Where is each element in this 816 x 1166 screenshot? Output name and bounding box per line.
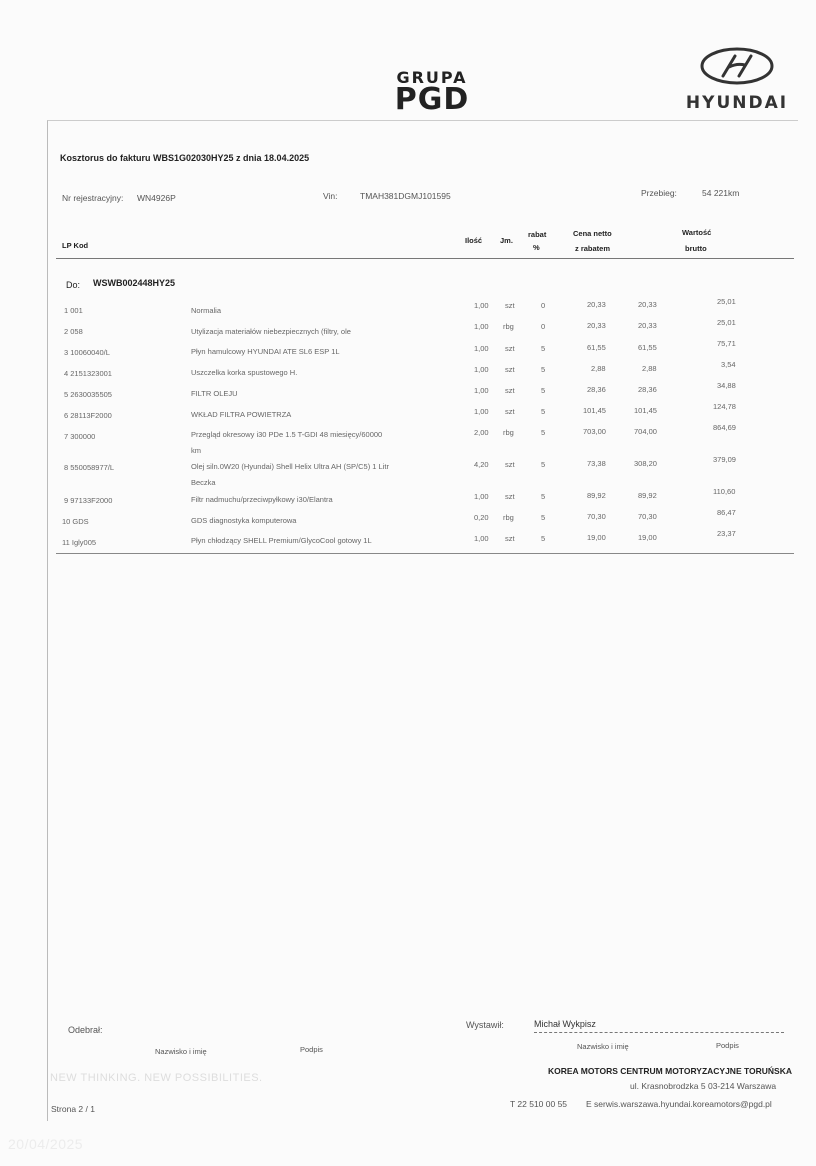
footer-company: KOREA MOTORS CENTRUM MOTORYZACYJNE TORUŃSKA [548,1066,792,1076]
row-gross: 75,71 [717,339,736,348]
row-gross: 23,37 [717,529,736,538]
document-frame [47,120,798,1121]
row-net: 28,36 [638,385,657,394]
row-qty: 1,00 [474,344,489,353]
row-net: 704,00 [634,427,657,436]
row-qty: 2,00 [474,428,489,437]
issued-name: Michał Wykpisz [534,1019,596,1029]
col-unit-header: Jm. [500,236,513,245]
col-price-sub-header: z rabatem [575,244,611,253]
row-name: WKŁAD FILTRA POWIETRZA [191,410,292,419]
row-discount: 5 [541,407,546,416]
row-gross: 86,47 [717,508,736,517]
row-net: 20,33 [638,321,657,330]
hyundai-emblem-icon [699,46,775,86]
scan-watermark: 20/04/2025 [8,1136,84,1152]
vin-value: TMAH381DGMJ101595 [360,191,451,201]
row-net: 70,30 [638,512,657,521]
row-lp-kod: 3 10060040/L [64,348,110,357]
row-name: GDS diagnostyka komputerowa [191,516,297,525]
row-name-continued: km [191,446,201,455]
row-net: 61,55 [638,343,657,352]
row-lp-kod: 4 2151323001 [64,369,112,378]
registration-value: WN4926P [137,193,176,203]
row-discount: 5 [541,534,546,543]
row-qty: 1,00 [474,322,489,331]
row-lp-kod: 7 300000 [64,432,96,441]
received-label: Odebrał: [68,1025,103,1035]
received-name-caption: Nazwisko i imię [155,1047,207,1056]
pgd-logo-line2: PGD [394,82,470,117]
row-net: 89,92 [638,491,657,500]
row-lp-kod: 8 550058977/L [64,463,115,472]
issued-name-caption: Nazwisko i imię [577,1042,629,1051]
row-discount: 5 [541,492,546,501]
order-value: WSWB002448HY25 [93,278,176,288]
row-discount: 5 [541,428,546,437]
row-gross: 25,01 [717,297,736,306]
row-qty: 1,00 [474,365,489,374]
row-gross: 34,88 [717,381,736,390]
col-lp-kod-header: LP Kod [62,241,89,250]
row-qty: 1,00 [474,534,489,543]
col-qty-header: Ilość [465,236,483,245]
row-gross: 124,78 [713,402,736,411]
row-price: 101,45 [583,406,606,415]
pgd-logo [386,68,478,117]
row-discount: 5 [541,365,546,374]
row-qty: 4,20 [474,460,489,469]
row-unit: szt [505,492,515,501]
row-lp-kod: 10 GDS [62,517,89,526]
order-label: Do: [66,280,81,290]
footer-phone: T 22 510 00 55 [510,1099,568,1109]
row-price: 20,33 [587,300,606,309]
row-name: Płyn chłodzący SHELL Premium/GlycoCool gotowy 1L [191,536,372,545]
row-name: Olej siln.0W20 (Hyundai) Shell Helix Ultra AH (SP/C5) 1 Litr [191,462,389,471]
row-gross: 864,69 [713,423,736,432]
row-unit: szt [505,386,515,395]
row-name: FILTR OLEJU [191,389,238,398]
row-unit: rbg [503,428,514,437]
row-net: 308,20 [634,459,657,468]
row-discount: 5 [541,513,546,522]
row-net: 101,45 [634,406,657,415]
footer-email: E serwis.warszawa.hyundai.koreamotors@pgd.pl [586,1099,772,1109]
row-unit: szt [505,365,515,374]
row-unit: rbg [503,322,514,331]
row-lp-kod: 6 28113F2000 [64,411,112,420]
row-price: 89,92 [587,491,606,500]
row-qty: 1,00 [474,407,489,416]
row-discount: 5 [541,460,546,469]
col-gross-header: Wartość [682,228,712,237]
row-name: Płyn hamulcowy HYUNDAI ATE SL6 ESP 1L [191,347,340,356]
row-price: 73,38 [587,459,606,468]
header-divider [56,258,794,259]
row-gross: 379,09 [713,455,736,464]
row-unit: szt [505,301,515,310]
row-unit: szt [505,344,515,353]
issued-label: Wystawił: [466,1020,504,1030]
row-price: 61,55 [587,343,606,352]
document-title: Kosztorus do fakturu WBS1G02030HY25 z dnia 18.04.2025 [60,153,310,163]
issued-sign-caption: Podpis [716,1041,739,1050]
row-lp-kod: 11 Igly005 [62,538,97,547]
mileage-value: 54 221km [702,188,740,198]
row-qty: 1,00 [474,386,489,395]
row-name: Filtr nadmuchu/przeciwpyłkowy i30/Elantra [191,495,333,504]
row-net: 19,00 [638,533,657,542]
footer-address: ul. Krasnobrodzka 5 03-214 Warszawa [630,1081,777,1091]
row-gross: 110,60 [713,487,736,496]
row-discount: 0 [541,322,546,331]
pgd-logo-line1: GRUPA [396,68,468,87]
received-sign-caption: Podpis [300,1045,323,1054]
row-name: Przegląd okresowy i30 PDe 1.5 T-GDI 48 miesięcy/60000 [191,430,383,439]
col-discount-header: rabat [528,230,547,239]
page-number: Strona 2 / 1 [51,1104,95,1114]
row-lp-kod: 9 97133F2000 [64,496,113,505]
mileage-label: Przebieg: [641,188,677,198]
registration-label: Nr rejestracyjny: [62,193,124,203]
hyundai-wordmark: HYUNDAI [685,93,789,113]
row-unit: rbg [503,513,514,522]
row-lp-kod: 5 2630035505 [64,390,112,399]
row-net: 20,33 [638,300,657,309]
footer-slogan: NEW THINKING. NEW POSSIBILITIES. [50,1072,263,1084]
row-gross: 25,01 [717,318,736,327]
row-lp-kod: 1 001 [64,306,83,315]
col-price-header: Cena netto [573,229,612,238]
row-gross: 3,54 [721,360,736,369]
row-unit: szt [505,460,515,469]
row-price: 28,36 [587,385,606,394]
vin-label: Vin: [323,191,338,201]
col-discount-pct-header: % [533,243,540,252]
row-price: 70,30 [587,512,606,521]
row-discount: 5 [541,386,546,395]
row-name: Utylizacja materiałów niebezpiecznych (filtry, ole [191,327,351,336]
row-discount: 5 [541,344,546,353]
row-name-continued: Beczka [191,478,216,487]
hyundai-logo [682,46,792,113]
table-bottom-divider [56,553,794,554]
row-price: 20,33 [587,321,606,330]
row-qty: 1,00 [474,301,489,310]
issued-signature-line [534,1032,784,1033]
col-gross-sub-header: brutto [685,244,707,253]
row-net: 2,88 [642,364,657,373]
row-price: 19,00 [587,533,606,542]
row-discount: 0 [541,301,546,310]
row-price: 2,88 [591,364,606,373]
row-name: Uszczelka korka spustowego H. [191,368,298,377]
row-price: 703,00 [583,427,606,436]
row-unit: szt [505,407,515,416]
row-unit: szt [505,534,515,543]
row-qty: 0,20 [474,513,489,522]
row-name: Normalia [191,306,222,315]
row-qty: 1,00 [474,492,489,501]
row-lp-kod: 2 058 [64,327,83,336]
